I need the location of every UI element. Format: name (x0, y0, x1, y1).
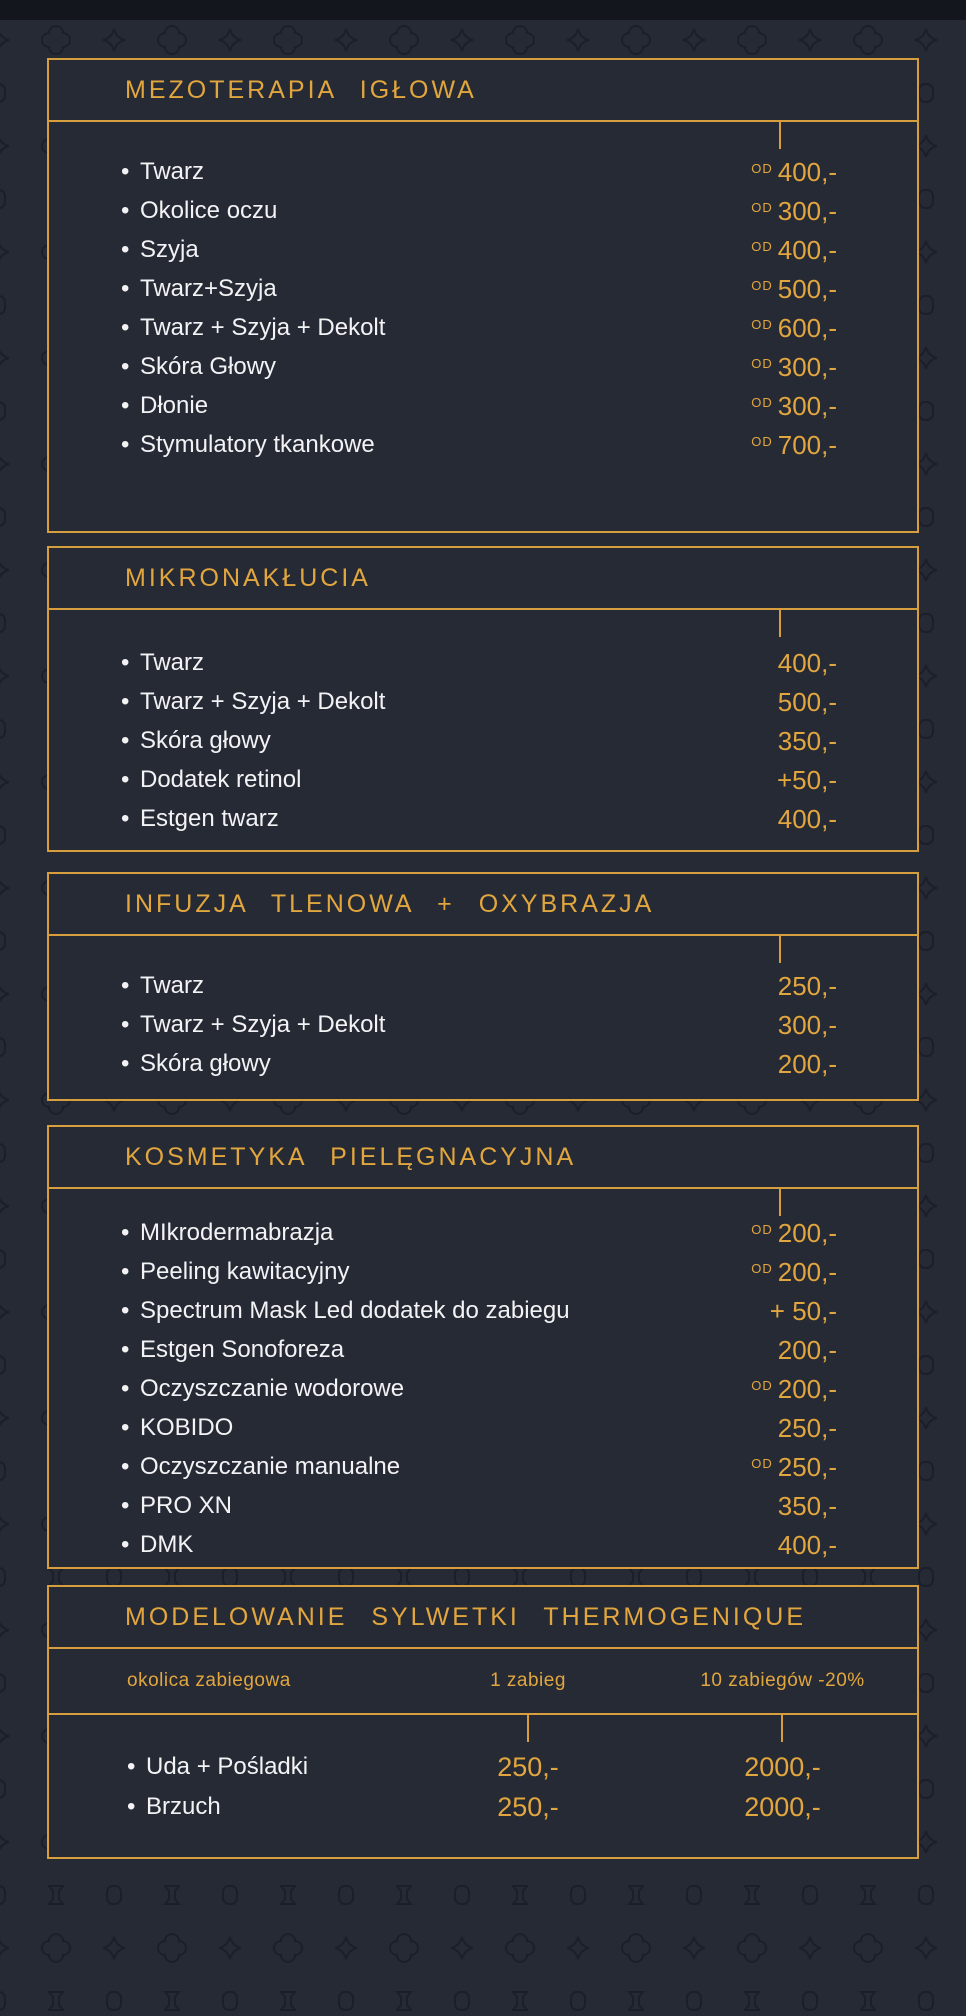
service-price (751, 1451, 837, 1482)
service-item (49, 760, 917, 799)
service-label: • Twarz (121, 649, 204, 677)
service-label: • Skóra Głowy (121, 353, 276, 381)
section-infuzja-tlenowa (47, 872, 919, 1101)
price-value: 300,- (777, 390, 837, 421)
section-body (49, 1189, 917, 1567)
service-item (49, 1447, 917, 1486)
price-single: 250,- (497, 1751, 559, 1782)
price-prefix: OD (751, 1455, 773, 1471)
service-label: • MIkrodermabrazja (121, 1219, 333, 1247)
service-item (49, 1252, 917, 1291)
service-price (751, 156, 837, 187)
service-price (769, 1295, 837, 1326)
service-label: • Twarz+Szyja (121, 275, 277, 303)
section-title: KOSMETYKA PIELĘGNACYJNA (125, 1142, 577, 1171)
price-column-tick (779, 936, 781, 963)
service-item (49, 966, 917, 1005)
service-label: • Twarz (121, 972, 204, 1000)
service-item (49, 347, 917, 386)
section-header (49, 874, 917, 936)
price-prefix: OD (751, 1221, 773, 1237)
price-value: 200,- (777, 1217, 837, 1248)
price-pack: 2000,- (744, 1751, 821, 1782)
service-label: • Stymulatory tkankowe (121, 431, 375, 459)
service-price (751, 234, 837, 265)
service-item (49, 152, 917, 191)
service-label: • Twarz + Szyja + Dekolt (121, 688, 385, 716)
price-value: 300,- (777, 1009, 837, 1040)
service-label: • Twarz + Szyja + Dekolt (121, 1011, 385, 1039)
service-price (751, 351, 837, 382)
service-label: • DMK (121, 1531, 193, 1559)
price-value: 400,- (777, 156, 837, 187)
service-item (49, 191, 917, 230)
service-label: • KOBIDO (121, 1414, 233, 1442)
service-item (49, 1044, 917, 1083)
service-item (49, 425, 917, 464)
service-price (777, 1490, 837, 1521)
service-price (751, 195, 837, 226)
price-value: 400,- (777, 647, 837, 678)
service-item (49, 1525, 917, 1564)
service-label: • Skóra głowy (121, 1050, 271, 1078)
service-label: • Brzuch (127, 1793, 428, 1821)
section-body (49, 610, 917, 850)
service-price (777, 647, 837, 678)
service-price (777, 686, 837, 717)
service-item (49, 682, 917, 721)
price-value: +50,- (777, 764, 837, 795)
section-mezoterapia-iglowa (47, 58, 919, 533)
content-column (47, 58, 919, 1859)
service-price (751, 429, 837, 460)
top-bar (0, 0, 966, 20)
service-label: • PRO XN (121, 1492, 232, 1520)
price-value: 600,- (777, 312, 837, 343)
service-label: • Estgen twarz (121, 805, 279, 833)
price-prefix: OD (751, 394, 773, 410)
section-header (49, 60, 917, 122)
price-column-tick (779, 1189, 781, 1216)
price-value: 250,- (777, 970, 837, 1001)
single-column-tick (527, 1715, 529, 1742)
price-prefix: OD (751, 433, 773, 449)
price-value: 500,- (777, 686, 837, 717)
price-value: 350,- (777, 725, 837, 756)
service-item (49, 386, 917, 425)
table-row (49, 1787, 917, 1827)
price-value: 400,- (777, 234, 837, 265)
section-header (49, 1587, 917, 1649)
price-value: + 50,- (769, 1295, 837, 1326)
pricing-table-rows (49, 1715, 917, 1857)
service-item (49, 308, 917, 347)
price-prefix: OD (751, 199, 773, 215)
price-value: 400,- (777, 803, 837, 834)
price-value: 200,- (777, 1256, 837, 1287)
service-list (49, 936, 917, 1099)
service-item (49, 1486, 917, 1525)
service-price (777, 1009, 837, 1040)
service-item (49, 721, 917, 760)
service-list (49, 610, 917, 850)
service-item (49, 1213, 917, 1252)
service-label: • Dodatek retinol (121, 766, 301, 794)
section-title: INFUZJA TLENOWA + OXYBRAZJA (125, 889, 655, 918)
column-label-single: 1 zabieg (490, 1670, 566, 1691)
service-price (751, 1217, 837, 1248)
service-price (751, 273, 837, 304)
price-prefix: OD (751, 316, 773, 332)
section-header (49, 548, 917, 610)
service-price (777, 803, 837, 834)
column-label-area: okolica zabiegowa (127, 1670, 291, 1691)
service-label: • Oczyszczanie manualne (121, 1453, 400, 1481)
service-price (751, 390, 837, 421)
price-prefix: OD (751, 277, 773, 293)
section-body (49, 122, 917, 531)
service-price (777, 1048, 837, 1079)
price-value: 250,- (777, 1412, 837, 1443)
service-label: • Uda + Pośladki (127, 1753, 428, 1781)
section-body (49, 936, 917, 1099)
section-kosmetyka-pielegnacyjna (47, 1125, 919, 1569)
service-price (751, 312, 837, 343)
service-price (777, 764, 837, 795)
price-pack: 2000,- (744, 1791, 821, 1822)
service-label: • Twarz (121, 158, 204, 186)
service-item (49, 1005, 917, 1044)
price-prefix: OD (751, 1377, 773, 1393)
service-price (777, 725, 837, 756)
price-value: 400,- (777, 1529, 837, 1560)
service-price (777, 970, 837, 1001)
service-item (49, 1408, 917, 1447)
service-label: • Peeling kawitacyjny (121, 1258, 349, 1286)
section-modelowanie-sylwetki (47, 1585, 919, 1859)
service-label: • Estgen Sonoforeza (121, 1336, 344, 1364)
section-title: MIKRONAKŁUCIA (125, 563, 371, 592)
service-item (49, 1330, 917, 1369)
service-price (751, 1256, 837, 1287)
service-label: • Okolice oczu (121, 197, 277, 225)
service-item (49, 230, 917, 269)
section-title: MEZOTERAPIA IGŁOWA (125, 75, 477, 104)
section-mikronaklucia (47, 546, 919, 852)
service-item (49, 643, 917, 682)
service-label: • Twarz + Szyja + Dekolt (121, 314, 385, 342)
price-value: 500,- (777, 273, 837, 304)
price-prefix: OD (751, 355, 773, 371)
table-row (49, 1747, 917, 1787)
pack-column-tick (781, 1715, 783, 1742)
service-list (49, 122, 917, 531)
service-price (751, 1373, 837, 1404)
service-price (777, 1529, 837, 1560)
service-label: • Spectrum Mask Led dodatek do zabiegu (121, 1297, 570, 1325)
service-item (49, 799, 917, 838)
price-prefix: OD (751, 160, 773, 176)
price-column-tick (779, 610, 781, 637)
price-value: 200,- (777, 1048, 837, 1079)
price-value: 200,- (777, 1373, 837, 1404)
service-list (49, 1189, 917, 1567)
price-prefix: OD (751, 238, 773, 254)
service-item (49, 1291, 917, 1330)
price-prefix: OD (751, 1260, 773, 1276)
price-value: 300,- (777, 195, 837, 226)
column-label-pack: 10 zabiegów -20% (700, 1670, 865, 1691)
price-value: 700,- (777, 429, 837, 460)
service-label: • Dłonie (121, 392, 208, 420)
section-header (49, 1127, 917, 1189)
price-value: 300,- (777, 351, 837, 382)
price-column-tick (779, 122, 781, 149)
service-label: • Oczyszczanie wodorowe (121, 1375, 404, 1403)
service-label: • Skóra głowy (121, 727, 271, 755)
price-value: 200,- (777, 1334, 837, 1365)
service-price (777, 1412, 837, 1443)
service-item (49, 1369, 917, 1408)
section-title: MODELOWANIE SYLWETKI THERMOGENIQUE (125, 1602, 806, 1631)
section-body (49, 1649, 917, 1857)
price-value: 350,- (777, 1490, 837, 1521)
service-label: • Szyja (121, 236, 199, 264)
service-item (49, 269, 917, 308)
price-single: 250,- (497, 1791, 559, 1822)
pricing-table-header-row (49, 1649, 917, 1715)
service-price (777, 1334, 837, 1365)
price-value: 250,- (777, 1451, 837, 1482)
